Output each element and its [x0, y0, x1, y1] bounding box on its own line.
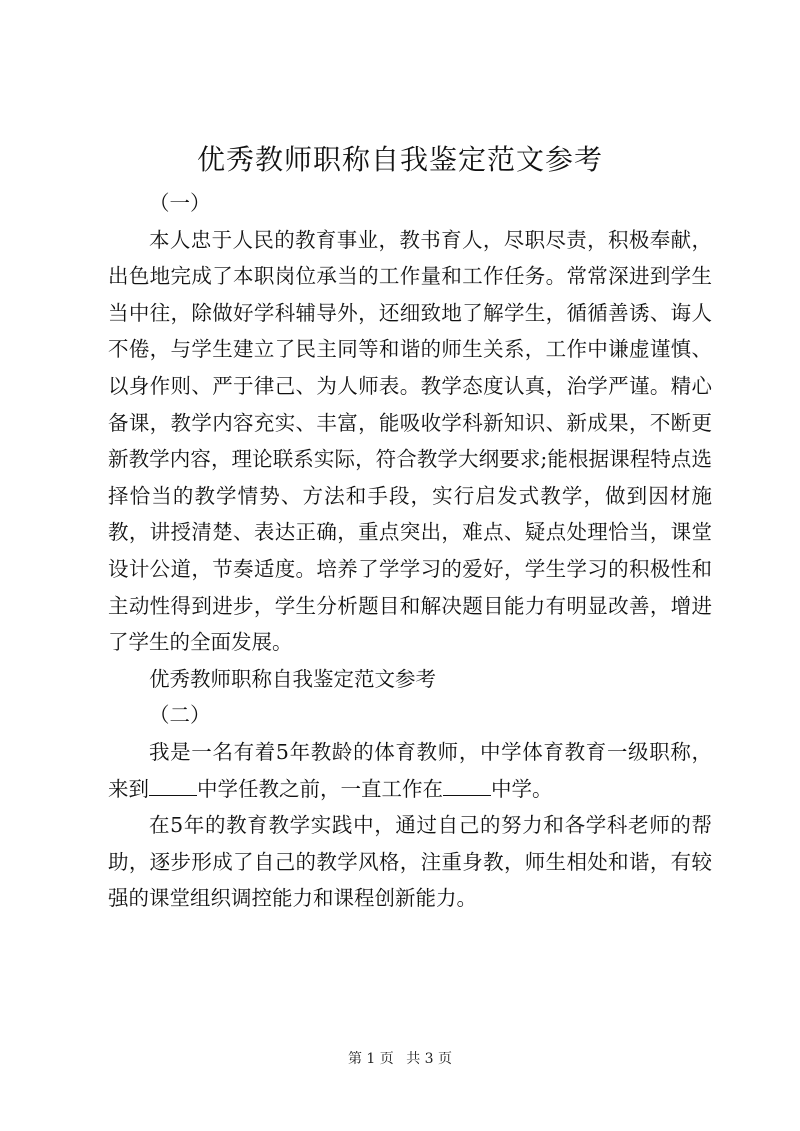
fill-in-blank-1	[149, 777, 197, 796]
paragraph-2-line-1: 我是一名有着5年教龄的体育教师，中学体育教育一级职称，	[149, 739, 712, 764]
page-footer	[0, 1050, 800, 1068]
fill-in-blank-2	[443, 777, 491, 796]
page-number-current: 第 1 页	[347, 1051, 394, 1067]
page-number-total: 共 3 页	[406, 1051, 453, 1067]
section-label-1: （一）	[149, 191, 211, 215]
document-body	[108, 185, 712, 917]
paragraph-2-part-4: 中学。	[491, 776, 553, 801]
paragraph-2-part-2: 来到	[108, 776, 149, 801]
paragraph-2	[108, 734, 712, 807]
paragraph-3: 在5年的教育教学实践中，通过自己的努力和各学科老师的帮助，逐步形成了自己的教学风格，注重身教，师生相处和谐，有较强的课堂组织调控能力和课程创新能力。	[108, 813, 712, 911]
page-title: 优秀教师职称自我鉴定范文参考	[196, 143, 603, 176]
repeat-title: 优秀教师职称自我鉴定范文参考	[149, 666, 436, 691]
paragraph-1: 本人忠于人民的教育事业，教书育人，尽职尽责，积极奉献，出色地完成了本职岗位承当的工作量和工作任务。常常深进到学生当中往，除做好学科辅导外，还细致地了解学生，循循善诱、诲人不倦，与学生建立了民主同等和谐的师生关系，工作中谦虚谨慎、以身作则、严于律己、为人师表。教学态度认真，治学严谨。精心备课，教学内容充实、丰富，能吸收学科新知识、新成果，不断更新教学内容，理论联系实际，符合教学大纲要求;能根据课程特点选择恰当的教学情势、方法和手段，实行启发式教学，做到因材施教，讲授清楚、表达正确，重点突出，难点、疑点处理恰当，课堂设计公道，节奏适度。培养了学学习的爱好，学生学习的积极性和主动性得到进步，学生分析题目和解决题目能力有明显改善，增进了学生的全面发展。	[108, 227, 712, 655]
section-label-2: （二）	[149, 703, 211, 728]
paragraph-2-part-3: 中学任教之前，一直工作在	[197, 776, 443, 801]
